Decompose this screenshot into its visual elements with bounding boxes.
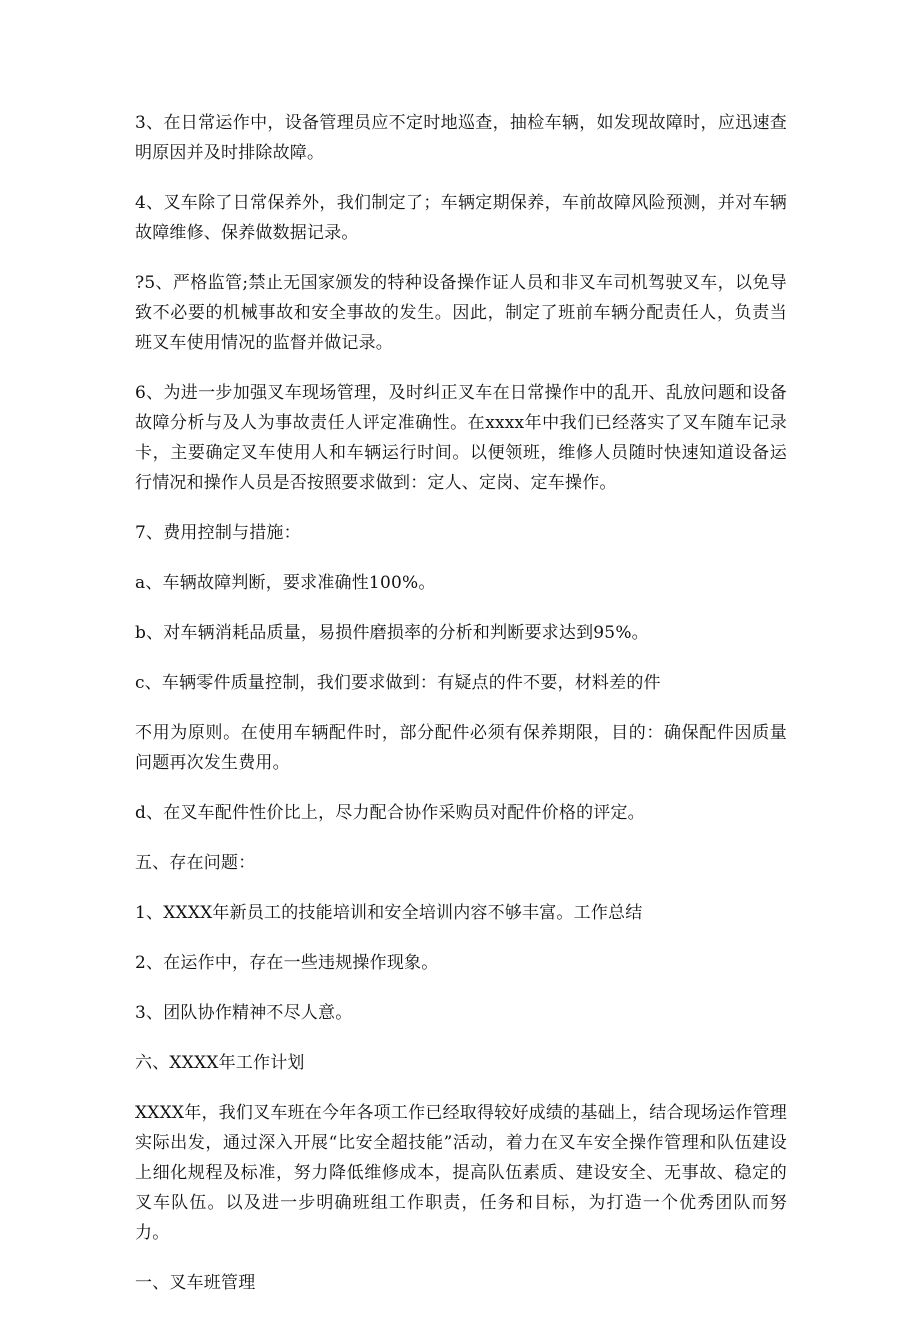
section-heading-forklift-management: 一、叉车班管理 — [135, 1273, 256, 1293]
document-body — [135, 108, 787, 1318]
paragraph-work-plan: XXXX年，我们叉车班在今年各项工作已经取得较好成绩的基础上，结合现场运作管理实际出发，通过深入开展“比安全超技能”活动，着力在叉车安全操作管理和队伍建设上细化规程及标准，努力降低维修成本，提高队伍素质、建设安全、无事故、稳定的叉车队伍。以及进一步明确班组工作职责，任务和目标，为打造一个优秀团队而努力。 — [135, 1103, 787, 1243]
paragraph-cost-item-d: d、在叉车配件性价比上，尽力配合协作采购员对配件价格的评定。 — [135, 803, 645, 823]
paragraph-site-management: 6、为进一步加强叉车现场管理，及时纠正叉车在日常操作中的乱开、乱放问题和设备故障分析与及人为事故责任人评定准确性。在xxxx年中我们已经落实了叉车随车记录卡，主要确定叉车使用人和车辆运行时间。以便领班，维修人员随时快速知道设备运行情况和操作人员是否按照要求做到：定人、定岗、定车操作。 — [135, 383, 787, 493]
paragraph-problem-3: 3、团队协作精神不尽人意。 — [135, 1003, 353, 1023]
paragraph-cost-control-heading: 7、费用控制与措施： — [135, 523, 301, 543]
paragraph-problem-1: 1、XXXX年新员工的技能培训和安全培训内容不够丰富。工作总结 — [135, 903, 643, 923]
paragraph-cost-item-b: b、对车辆消耗品质量，易损件磨损率的分析和判断要求达到95%。 — [135, 623, 649, 643]
paragraph-problem-2: 2、在运作中，存在一些违规操作现象。 — [135, 953, 439, 973]
section-heading-work-plan: 六、XXXX年工作计划 — [135, 1053, 305, 1073]
paragraph-cost-item-c: c、车辆零件质量控制，我们要求做到：有疑点的件不要，材料差的件 — [135, 673, 661, 693]
paragraph-maintenance: 4、叉车除了日常保养外，我们制定了；车辆定期保养，车前故障风险预测，并对车辆故障维修、保养做数据记录。 — [135, 193, 787, 243]
paragraph-supervision: ?5、严格监管;禁止无国家颁发的特种设备操作证人员和非叉车司机驾驶叉车，以免导致不必要的机械事故和安全事故的发生。因此，制定了班前车辆分配责任人，负责当班叉车使用情况的监督并做记录。 — [135, 273, 787, 353]
section-heading-problems: 五、存在问题： — [135, 853, 256, 873]
paragraph-inspection: 3、在日常运作中，设备管理员应不定时地巡查，抽检车辆，如发现故障时，应迅速查明原因并及时排除故障。 — [135, 113, 787, 163]
paragraph-cost-item-a: a、车辆故障判断，要求准确性100%。 — [135, 573, 436, 593]
paragraph-cost-item-c-continued: 不用为原则。在使用车辆配件时，部分配件必须有保养期限，目的：确保配件因质量问题再次发生费用。 — [135, 723, 787, 773]
